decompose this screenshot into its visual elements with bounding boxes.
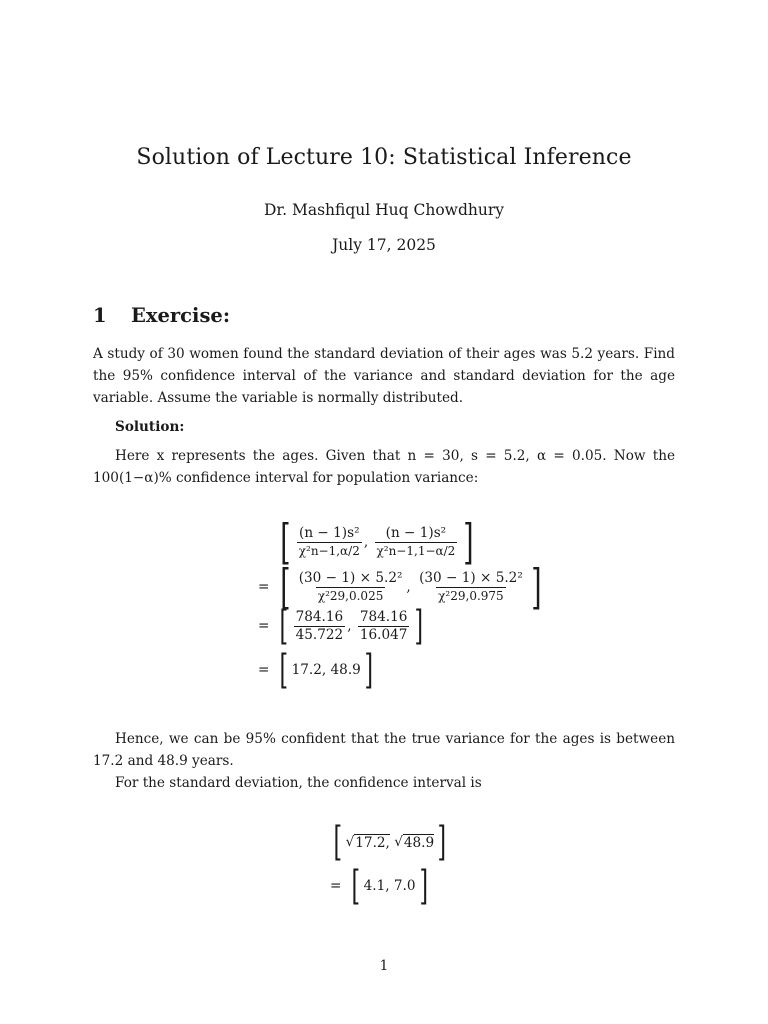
fraction: $\frac{\text{(30 − 1) × 5.2²}}{\text{χ²29,0.025}}$ [298, 569, 403, 603]
equation-row-2: = [ $\frac{\text{(30 − 1) × 5.2²}}{\text{χ²29,0.025}}$ , $\frac{\text{(30 − 1) × 5.2²}}{\text{χ²29,0.975}}$ ] [258, 559, 542, 615]
solution-label: Solution: [115, 419, 185, 435]
sd-row-1: [ √ 17.2, √ 48.9 ] [333, 819, 447, 865]
date: July 17, 2025 [332, 236, 436, 254]
fraction: $\frac{\text{(30 − 1) × 5.2²}}{\text{χ²29,0.975}}$ [419, 569, 523, 603]
variance-conclusion: Hence, we can be 95% confident that the true variance for the ages is between 17.2 and 48.9 years. [93, 731, 675, 769]
sqrt-symbol: √ [345, 834, 355, 850]
author: Dr. Mashfiqul Huq Chowdhury [263, 201, 504, 219]
section-number: 1 [93, 304, 107, 327]
sqrt-symbol: √ [394, 834, 403, 850]
sd-interval: 4.1, 7.0 [363, 878, 416, 894]
fraction: $\frac{784.16}{45.722}$ [295, 608, 344, 643]
fraction: $\frac{\text{(n − 1)s²}}{\text{χ²n−1,1−α/2}}$ [376, 524, 456, 558]
fraction: $\frac{\text{(n − 1)s²}}{\text{χ²n−1,α/2}}$ [298, 524, 360, 558]
sd-intro: For the standard deviation, the confidence interval is [115, 775, 482, 791]
equation-row-3: = [ $\frac{784.16}{45.722}$ , $\frac{784.16}{16.047}$ ] [258, 603, 424, 649]
right-bracket: ] [463, 514, 474, 570]
variance-interval: 17.2, 48.9 [291, 662, 361, 678]
section-heading [93, 304, 230, 327]
page-number: 1 [379, 958, 389, 974]
sd-row-2: = [ 4.1, 7.0 ] [330, 863, 428, 909]
paper-title: Solution of Lecture 10: Statistical Inference [136, 145, 632, 170]
fraction: $\frac{784.16}{16.047}$ [359, 608, 408, 643]
left-bracket: [ [280, 514, 291, 570]
equation-row-4: = [ 17.2, 48.9 ] [258, 647, 373, 693]
section-title: Exercise: [131, 304, 231, 327]
equation-row-1: [ $\frac{\text{(n − 1)s²}}{\text{χ²n−1,α/2}}$ , $\frac{\text{(n − 1)s²}}{\text{χ²n−1,1−α/2}}$ ] [280, 514, 474, 570]
problem-statement: A study of 30 women found the standard deviation of their ages was 5.2 years. Find the 95% confidence interval of the variance and standard deviation for the age variable. Assume the variable is normally distributed. [93, 346, 675, 406]
given-text: Here x represents the ages. Given that n = 30, s = 5.2, α = 0.05. Now the 100(1−α)% confidence interval for population variance: [93, 448, 675, 486]
